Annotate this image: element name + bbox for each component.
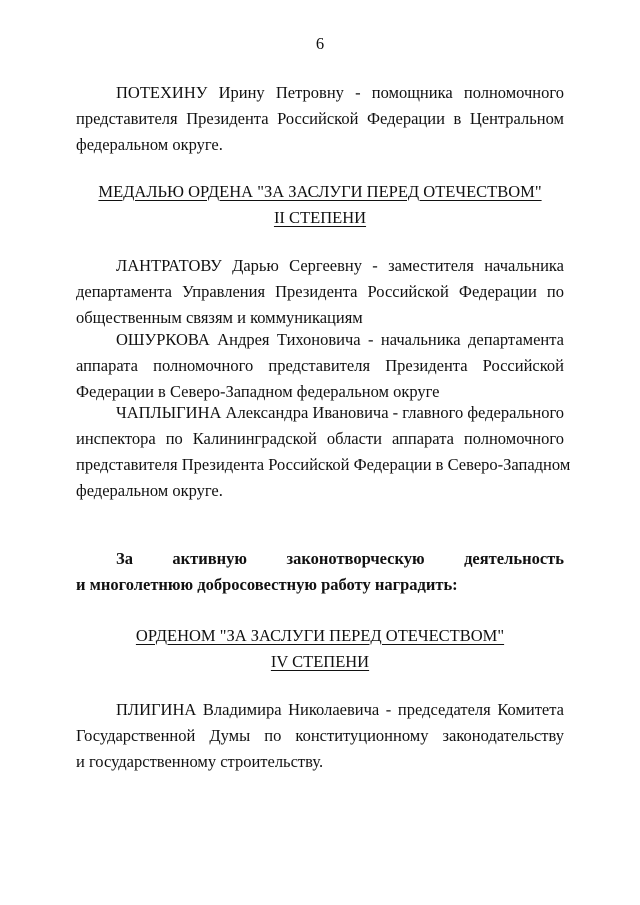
award-paragraph-oshurkova — [76, 327, 564, 405]
paragraph-line: ПОТЕХИНУ Ирину Петровну - помощника полномочного — [116, 83, 564, 102]
paragraph-line: департамента Управления Президента Российской Федерации по — [76, 282, 564, 301]
paragraph-line: ЛАНТРАТОВУ Дарью Сергеевну - заместителя начальника — [116, 256, 564, 275]
clause-line: и многолетнюю добросовестную работу наградить: — [76, 575, 458, 594]
order-heading — [0, 623, 640, 675]
paragraph-line: общественным связям и коммуникациям — [76, 308, 363, 327]
heading-line: IV СТЕПЕНИ — [270, 652, 370, 671]
paragraph-line: Федерации в Северо-Западном федеральном округе — [76, 382, 440, 401]
clause-line: За активную законотворческую деятельность — [116, 549, 564, 568]
paragraph-line: федеральном округе. — [76, 135, 223, 154]
heading-line: МЕДАЛЬЮ ОРДЕНА "ЗА ЗАСЛУГИ ПЕРЕД ОТЕЧЕСТВОМ" — [98, 182, 542, 201]
decree-clause — [76, 546, 564, 598]
heading-line: II СТЕПЕНИ — [273, 208, 367, 227]
paragraph-line: и государственному строительству. — [76, 752, 324, 771]
paragraph-line: аппарата полномочного представителя Президента Российской — [76, 356, 564, 375]
award-paragraph-lantratova — [76, 253, 564, 331]
award-paragraph-chaplygina — [76, 400, 571, 504]
paragraph-line: ЧАПЛЫГИНА Александра Ивановича - главного федерального — [116, 403, 565, 422]
paragraph-line: федеральном округе. — [76, 481, 223, 500]
paragraph-line: представителя Президента Российской Федерации в Северо-Западном — [76, 455, 571, 474]
page-number: 6 — [315, 34, 325, 53]
award-paragraph-pligina — [76, 697, 564, 775]
paragraph-line: Государственной Думы по конституционному законодательству — [76, 726, 564, 745]
paragraph-line: ПЛИГИНА Владимира Николаевича - председателя Комитета — [116, 700, 564, 719]
paragraph-line: ОШУРКОВА Андрея Тихоновича - начальника департамента — [116, 330, 564, 349]
heading-line: ОРДЕНОМ "ЗА ЗАСЛУГИ ПЕРЕД ОТЕЧЕСТВОМ" — [135, 626, 505, 645]
paragraph-line: представителя Президента Российской Федерации в Центральном — [76, 109, 564, 128]
paragraph-line: инспектора по Калининградской области аппарата полномочного — [76, 429, 564, 448]
award-paragraph-potekhina — [76, 80, 564, 158]
medal-heading — [0, 179, 640, 231]
